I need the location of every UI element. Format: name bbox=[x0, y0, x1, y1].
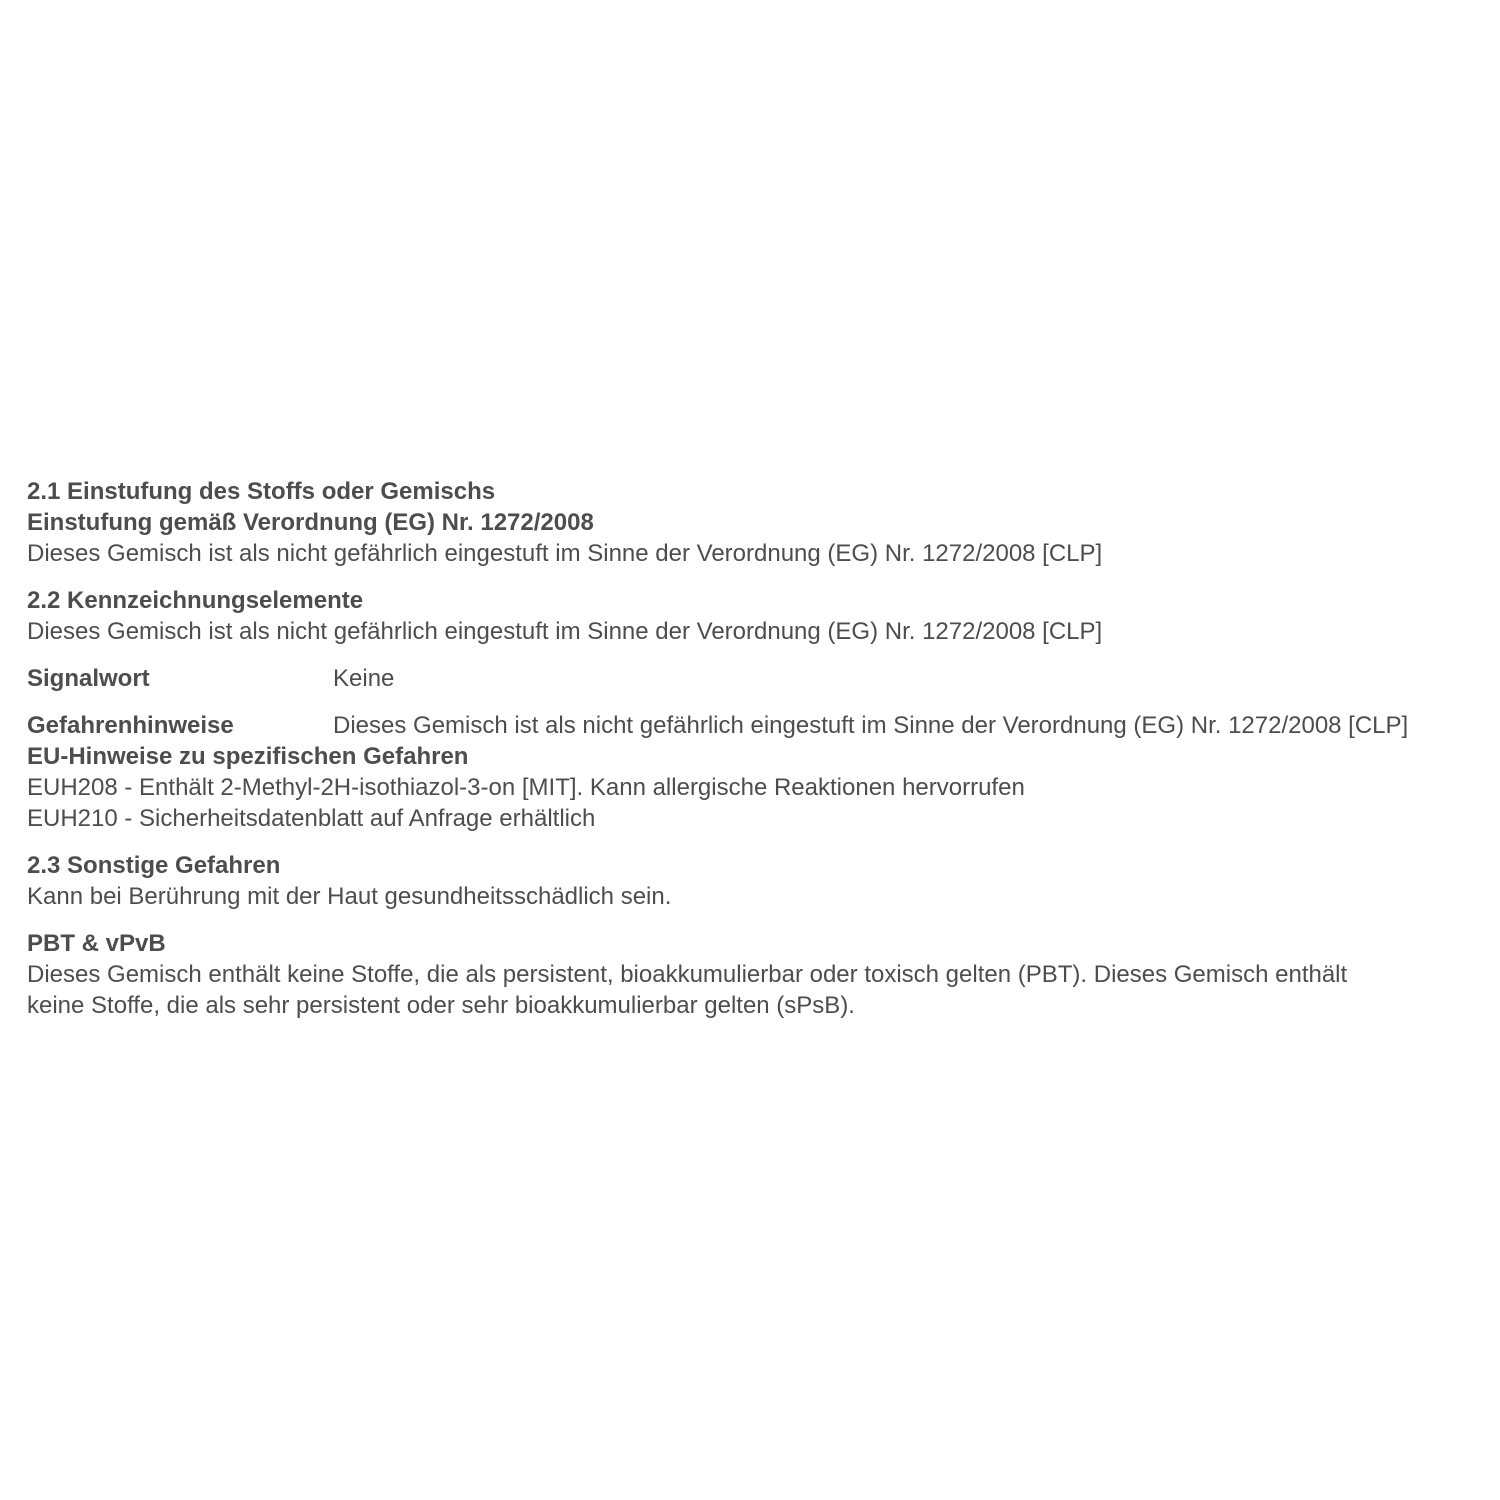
spacer bbox=[27, 834, 1487, 850]
eu-hazard-item: EUH208 - Enthält 2-Methyl-2H-isothiazol-3-on [MIT]. Kann allergische Reaktionen hervorrufen bbox=[27, 774, 1025, 801]
pbt-text-line-1: Dieses Gemisch enthält keine Stoffe, die als persistent, bioakkumulierbar oder toxisch gelten (PBT). Dieses Gemisch enthält bbox=[27, 961, 1348, 988]
gefahrenhinweise-value: Dieses Gemisch ist als nicht gefährlich eingestuft im Sinne der Verordnung (EG) Nr. 1272/2008 [CLP] bbox=[333, 712, 1409, 739]
pbt-heading: PBT & vPvB bbox=[27, 930, 166, 957]
section-2-1-heading: 2.1 Einstufung des Stoffs oder Gemischs bbox=[27, 478, 496, 505]
spacer bbox=[27, 694, 1487, 710]
spacer bbox=[27, 647, 1487, 663]
pbt-text-line-2: keine Stoffe, die als sehr persistent oder sehr bioakkumulierbar gelten (sPsB). bbox=[27, 992, 855, 1019]
section-2-3-heading: 2.3 Sonstige Gefahren bbox=[27, 852, 281, 879]
classification-text: Dieses Gemisch ist als nicht gefährlich eingestuft im Sinne der Verordnung (EG) Nr. 1272/2008 [CLP] bbox=[27, 540, 1103, 567]
signalwort-label: Signalwort bbox=[27, 665, 150, 692]
eu-hazards-heading: EU-Hinweise zu spezifischen Gefahren bbox=[27, 743, 469, 770]
signalwort-value: Keine bbox=[333, 665, 395, 692]
spacer bbox=[27, 569, 1487, 585]
labelling-text: Dieses Gemisch ist als nicht gefährlich eingestuft im Sinne der Verordnung (EG) Nr. 1272/2008 [CLP] bbox=[27, 618, 1103, 645]
section-2-2-heading: 2.2 Kennzeichnungselemente bbox=[27, 587, 364, 614]
other-hazards-text: Kann bei Berührung mit der Haut gesundheitsschädlich sein. bbox=[27, 883, 672, 910]
sds-section-2 bbox=[27, 476, 1487, 1021]
gefahrenhinweise-row bbox=[27, 710, 1487, 741]
classification-subheading: Einstufung gemäß Verordnung (EG) Nr. 1272/2008 bbox=[27, 509, 594, 536]
gefahrenhinweise-label: Gefahrenhinweise bbox=[27, 712, 234, 739]
signalwort-row bbox=[27, 663, 1487, 694]
eu-hazard-item: EUH210 - Sicherheitsdatenblatt auf Anfrage erhältlich bbox=[27, 805, 596, 832]
spacer bbox=[27, 912, 1487, 928]
